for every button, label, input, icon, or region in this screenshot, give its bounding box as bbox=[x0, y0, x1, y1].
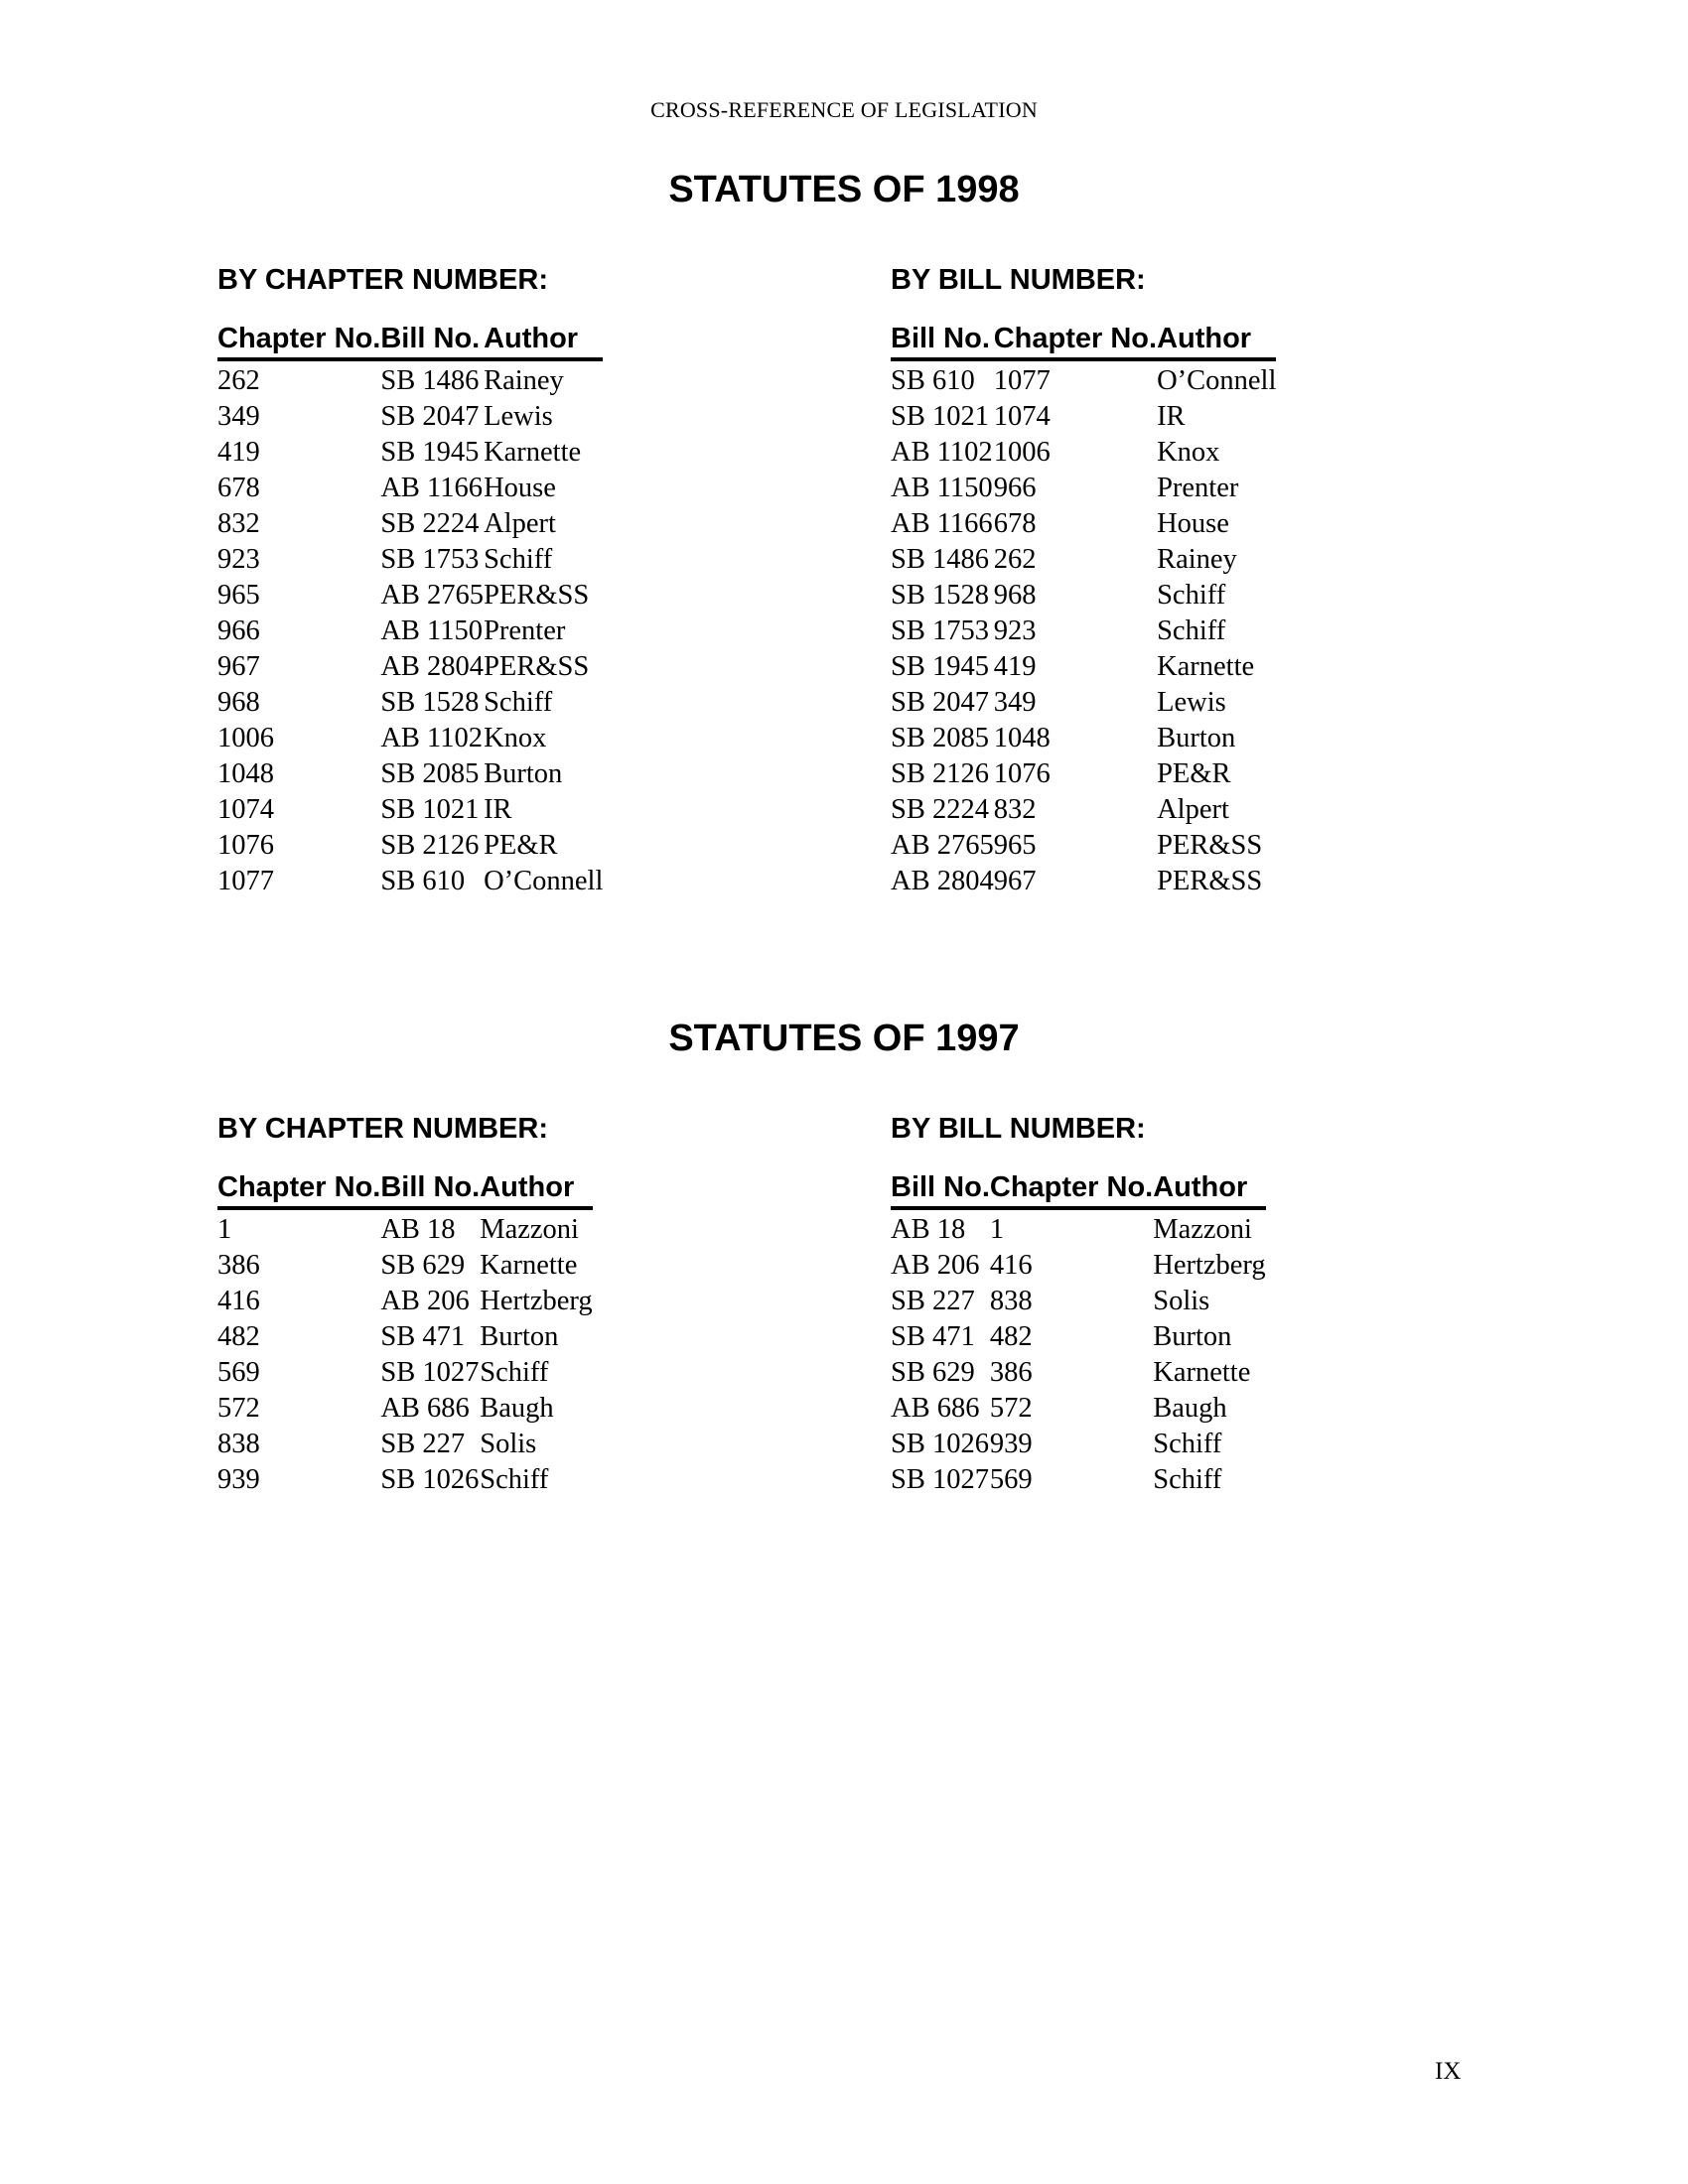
table-cell: PER&SS bbox=[484, 651, 590, 682]
table-cell: SB 1528 bbox=[891, 580, 989, 611]
table-cell: SB 1021 bbox=[380, 794, 480, 825]
table-row bbox=[217, 614, 603, 649]
table-cell: AB 2765 bbox=[891, 830, 994, 861]
table-row bbox=[891, 756, 1276, 792]
table-cell: SB 2126 bbox=[891, 758, 989, 789]
table-cell: 1077 bbox=[993, 365, 1051, 396]
table-cell: SB 2085 bbox=[380, 758, 480, 789]
table-cell: 923 bbox=[993, 615, 1037, 646]
table-cell: Lewis bbox=[1157, 687, 1226, 718]
table-cell: SB 2224 bbox=[380, 508, 480, 539]
table-cell: SB 1945 bbox=[891, 651, 989, 682]
table-cell: Karnette bbox=[480, 1250, 578, 1281]
table-cell: 965 bbox=[217, 580, 260, 611]
column-header: Bill No. bbox=[891, 322, 994, 359]
table-row bbox=[891, 649, 1276, 685]
table-cell: Solis bbox=[1153, 1286, 1210, 1316]
table-cell: Burton bbox=[1157, 723, 1236, 753]
block-heading: BY BILL NUMBER: bbox=[891, 1113, 1146, 1145]
table-cell: SB 1027 bbox=[891, 1464, 989, 1495]
column-header: Chapter No. bbox=[217, 322, 380, 359]
table-row bbox=[891, 1248, 1266, 1284]
table-cell: Mazzoni bbox=[480, 1214, 579, 1245]
table-cell: Baugh bbox=[480, 1393, 554, 1424]
table-cell: SB 2224 bbox=[891, 794, 989, 825]
table-cell: SB 610 bbox=[380, 866, 466, 896]
table-cell: AB 686 bbox=[380, 1393, 470, 1424]
table-cell: PER&SS bbox=[484, 580, 590, 611]
table-row bbox=[217, 1208, 593, 1248]
table-cell: 966 bbox=[993, 473, 1037, 503]
column-header: Chapter No. bbox=[994, 322, 1157, 359]
table-cell: 967 bbox=[217, 651, 260, 682]
table-cell: 416 bbox=[989, 1250, 1033, 1281]
table-row bbox=[217, 1284, 593, 1319]
table-cell: AB 1166 bbox=[891, 508, 993, 539]
table-cell: AB 206 bbox=[380, 1286, 470, 1316]
table-cell: 1077 bbox=[217, 866, 274, 896]
table-cell: 967 bbox=[993, 866, 1037, 896]
table-row bbox=[217, 1427, 593, 1462]
column-header: Bill No. bbox=[380, 1170, 480, 1208]
table-cell: 349 bbox=[993, 687, 1037, 718]
table-cell: 1006 bbox=[217, 723, 274, 753]
table-cell: 965 bbox=[993, 830, 1037, 861]
header-row bbox=[891, 1170, 1266, 1208]
table-cell: SB 629 bbox=[891, 1357, 975, 1388]
table-cell: Prenter bbox=[1157, 473, 1239, 503]
table-cell: 1 bbox=[989, 1214, 1005, 1245]
table-cell: Schiff bbox=[1153, 1464, 1222, 1495]
table-row bbox=[217, 471, 603, 506]
table-cell: Burton bbox=[484, 758, 563, 789]
cross-reference-table bbox=[217, 1170, 593, 1498]
table-cell: 1 bbox=[217, 1214, 232, 1245]
table-cell: O’Connell bbox=[484, 866, 604, 896]
table-cell: 923 bbox=[217, 544, 260, 575]
table-cell: SB 471 bbox=[891, 1321, 975, 1352]
table-cell: Schiff bbox=[480, 1357, 549, 1388]
column-header: Bill No. bbox=[380, 322, 484, 359]
table-cell: 572 bbox=[989, 1393, 1033, 1424]
table-row bbox=[891, 685, 1276, 721]
table-row bbox=[891, 721, 1276, 756]
table-cell: 1048 bbox=[993, 723, 1051, 753]
running-head: CROSS-REFERENCE OF LEGISLATION bbox=[650, 97, 1038, 122]
table-row bbox=[891, 399, 1276, 435]
table-cell: 838 bbox=[989, 1286, 1033, 1316]
table-cell: PER&SS bbox=[1157, 830, 1263, 861]
table-cell: 569 bbox=[989, 1464, 1033, 1495]
section-title: STATUTES OF 1998 bbox=[668, 169, 1020, 210]
table-cell: SB 227 bbox=[891, 1286, 975, 1316]
column-header: Author bbox=[480, 1170, 592, 1208]
header-row bbox=[891, 322, 1276, 359]
table-cell: 1076 bbox=[217, 830, 274, 861]
table-cell: Burton bbox=[1153, 1321, 1232, 1352]
table-cell: 482 bbox=[989, 1321, 1033, 1352]
table-cell: 678 bbox=[217, 473, 260, 503]
column-header: Chapter No. bbox=[217, 1170, 380, 1208]
table-cell: SB 1026 bbox=[380, 1464, 480, 1495]
table-row bbox=[217, 864, 603, 899]
table-cell: 678 bbox=[993, 508, 1037, 539]
block-heading: BY BILL NUMBER: bbox=[891, 264, 1146, 296]
table-cell: Burton bbox=[480, 1321, 559, 1352]
table-cell: 1048 bbox=[217, 758, 274, 789]
table-cell: SB 629 bbox=[380, 1250, 466, 1281]
block-heading: BY CHAPTER NUMBER: bbox=[217, 1113, 548, 1145]
column-header: Author bbox=[1153, 1170, 1265, 1208]
table-row bbox=[891, 1462, 1266, 1498]
table-row bbox=[217, 685, 603, 721]
table-row bbox=[891, 792, 1276, 828]
table-row bbox=[217, 1248, 593, 1284]
table-cell: SB 1753 bbox=[380, 544, 480, 575]
column-header: Author bbox=[1157, 322, 1276, 359]
table-cell: Schiff bbox=[1157, 580, 1226, 611]
table-cell: PE&R bbox=[484, 830, 558, 861]
table-cell: Knox bbox=[484, 723, 547, 753]
table-cell: PE&R bbox=[1157, 758, 1231, 789]
table-cell: IR bbox=[1157, 401, 1186, 432]
table-cell: AB 1102 bbox=[891, 437, 993, 468]
table-row bbox=[891, 614, 1276, 649]
table-cell: PER&SS bbox=[1157, 866, 1263, 896]
table-cell: SB 1021 bbox=[891, 401, 989, 432]
table-cell: SB 1026 bbox=[891, 1429, 989, 1459]
table-cell: 832 bbox=[993, 794, 1037, 825]
table-row bbox=[891, 506, 1276, 542]
page-number: IX bbox=[1435, 2058, 1462, 2085]
table-cell: SB 1027 bbox=[380, 1357, 480, 1388]
table-cell: Alpert bbox=[1157, 794, 1229, 825]
table-cell: SB 1486 bbox=[380, 365, 480, 396]
table-cell: 419 bbox=[993, 651, 1037, 682]
table-cell: 939 bbox=[989, 1429, 1033, 1459]
table-cell: SB 1945 bbox=[380, 437, 480, 468]
table-row bbox=[891, 578, 1276, 614]
table-cell: 416 bbox=[217, 1286, 260, 1316]
table-row bbox=[217, 578, 603, 614]
table-cell: Schiff bbox=[1157, 615, 1226, 646]
table-cell: Prenter bbox=[484, 615, 566, 646]
table-cell: SB 2047 bbox=[380, 401, 480, 432]
table-cell: Baugh bbox=[1153, 1393, 1227, 1424]
table-row bbox=[217, 649, 603, 685]
table-row bbox=[217, 828, 603, 864]
table-cell: 386 bbox=[217, 1250, 260, 1281]
table-cell: SB 1753 bbox=[891, 615, 989, 646]
table-row bbox=[891, 471, 1276, 506]
table-cell: SB 2126 bbox=[380, 830, 480, 861]
table-cell: AB 2804 bbox=[891, 866, 994, 896]
table-cell: 262 bbox=[217, 365, 260, 396]
table-row bbox=[891, 1319, 1266, 1355]
table-cell: 966 bbox=[217, 615, 260, 646]
table-cell: SB 471 bbox=[380, 1321, 466, 1352]
column-header: Bill No. bbox=[891, 1170, 990, 1208]
table-cell: 832 bbox=[217, 508, 260, 539]
table-cell: 1074 bbox=[993, 401, 1051, 432]
table-cell: Karnette bbox=[1157, 651, 1255, 682]
table-cell: 1074 bbox=[217, 794, 274, 825]
cross-reference-table bbox=[217, 322, 603, 899]
table-cell: Rainey bbox=[484, 365, 564, 396]
table-cell: 1006 bbox=[993, 437, 1051, 468]
table-cell: SB 610 bbox=[891, 365, 975, 396]
table-cell: 968 bbox=[217, 687, 260, 718]
table-cell: SB 1486 bbox=[891, 544, 989, 575]
table-cell: Lewis bbox=[484, 401, 553, 432]
table-row bbox=[217, 1462, 593, 1498]
table-row bbox=[217, 792, 603, 828]
table-cell: AB 1166 bbox=[380, 473, 484, 503]
table-row bbox=[217, 435, 603, 471]
table-cell: Hertzberg bbox=[1153, 1250, 1266, 1281]
table-row bbox=[217, 1319, 593, 1355]
table-row bbox=[891, 359, 1276, 399]
cross-reference-table bbox=[891, 322, 1276, 899]
table-cell: AB 1102 bbox=[380, 723, 484, 753]
table-cell: Schiff bbox=[484, 687, 553, 718]
section-title: STATUTES OF 1997 bbox=[668, 1018, 1020, 1059]
table-cell: AB 1150 bbox=[380, 615, 484, 646]
table-cell: 482 bbox=[217, 1321, 260, 1352]
table-cell: AB 206 bbox=[891, 1250, 980, 1281]
table-cell: IR bbox=[484, 794, 512, 825]
table-row bbox=[891, 1355, 1266, 1391]
table-cell: 386 bbox=[989, 1357, 1033, 1388]
table-cell: 939 bbox=[217, 1464, 260, 1495]
block-heading: BY CHAPTER NUMBER: bbox=[217, 264, 548, 296]
table-row bbox=[217, 721, 603, 756]
table-cell: 968 bbox=[993, 580, 1037, 611]
table-cell: AB 1150 bbox=[891, 473, 993, 503]
table-cell: AB 686 bbox=[891, 1393, 980, 1424]
table-cell: AB 2765 bbox=[380, 580, 485, 611]
cross-reference-table bbox=[891, 1170, 1266, 1498]
table-cell: 572 bbox=[217, 1393, 260, 1424]
table-cell: Mazzoni bbox=[1153, 1214, 1252, 1245]
table-cell: AB 18 bbox=[380, 1214, 456, 1245]
table-row bbox=[891, 1208, 1266, 1248]
column-header: Chapter No. bbox=[990, 1170, 1153, 1208]
table-row bbox=[891, 828, 1276, 864]
table-row bbox=[217, 1355, 593, 1391]
column-header: Author bbox=[484, 322, 603, 359]
table-cell: House bbox=[1157, 508, 1229, 539]
table-row bbox=[217, 542, 603, 578]
table-row bbox=[217, 756, 603, 792]
table-cell: Schiff bbox=[480, 1464, 549, 1495]
table-cell: 1076 bbox=[993, 758, 1051, 789]
table-cell: Knox bbox=[1157, 437, 1220, 468]
table-cell: Schiff bbox=[1153, 1429, 1222, 1459]
table-cell: House bbox=[484, 473, 556, 503]
table-cell: 419 bbox=[217, 437, 260, 468]
table-cell: Alpert bbox=[484, 508, 556, 539]
table-cell: 262 bbox=[993, 544, 1037, 575]
table-row bbox=[891, 542, 1276, 578]
table-row bbox=[217, 506, 603, 542]
header-row bbox=[217, 1170, 593, 1208]
table-cell: 349 bbox=[217, 401, 260, 432]
table-row bbox=[891, 864, 1276, 899]
table-cell: AB 2804 bbox=[380, 651, 485, 682]
table-cell: Schiff bbox=[484, 544, 553, 575]
table-cell: O’Connell bbox=[1157, 365, 1277, 396]
table-cell: Solis bbox=[480, 1429, 537, 1459]
table-cell: 838 bbox=[217, 1429, 260, 1459]
table-row bbox=[891, 1391, 1266, 1427]
table-row bbox=[217, 399, 603, 435]
table-cell: Karnette bbox=[484, 437, 582, 468]
table-row bbox=[891, 1427, 1266, 1462]
table-cell: Karnette bbox=[1153, 1357, 1251, 1388]
table-cell: SB 1528 bbox=[380, 687, 480, 718]
table-cell: Hertzberg bbox=[480, 1286, 593, 1316]
table-row bbox=[891, 435, 1276, 471]
table-row bbox=[891, 1284, 1266, 1319]
table-cell: SB 2085 bbox=[891, 723, 989, 753]
table-cell: SB 2047 bbox=[891, 687, 989, 718]
table-cell: 569 bbox=[217, 1357, 260, 1388]
table-row bbox=[217, 1391, 593, 1427]
table-cell: Rainey bbox=[1157, 544, 1237, 575]
table-cell: SB 227 bbox=[380, 1429, 466, 1459]
table-row bbox=[217, 359, 603, 399]
header-row bbox=[217, 322, 603, 359]
table-cell: AB 18 bbox=[891, 1214, 966, 1245]
